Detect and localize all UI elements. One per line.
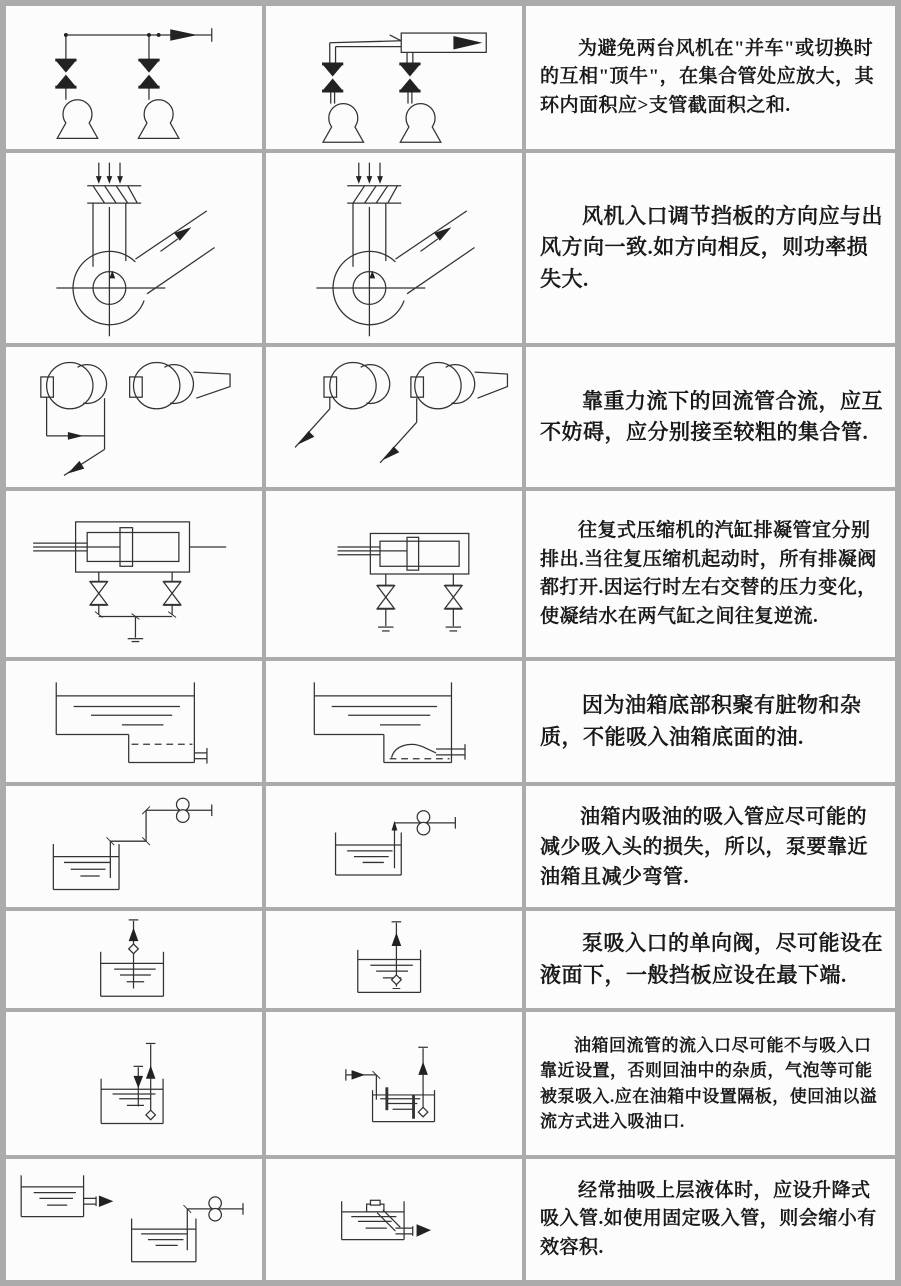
- table-row: [6, 6, 895, 149]
- row5-note-cell: [526, 661, 895, 782]
- pump-close-to-tank-icon: [266, 786, 522, 907]
- row2-note-text: 风机入口调节挡板的方向应与出风方向一致.如方向相反，则功率损失大.: [540, 203, 883, 291]
- row1-note-text: 为避免两台风机在"并车"或切换时的互相"顶牛"，在集合管处应放大，其环内面积应>支管截面积之和.: [540, 37, 875, 116]
- row3-note-cell: [526, 347, 895, 487]
- row4-note-text: 往复式压缩机的汽缸排凝管宜分别排出.当往复压缩机起动时，所有排凝阀都打开.因运行时左右交替的压力变化，使凝结水在两气缸之间往复逆流.: [540, 520, 877, 627]
- row6-note-text: 油箱内吸油的吸入管应尽可能的减少吸入头的损失，所以，泵要靠近油箱且减少弯管.: [540, 805, 868, 888]
- two-fans-enlarged-header-icon: [266, 6, 522, 149]
- row5-note-text: 因为油箱底部积聚有脏物和杂质，不能吸入油箱底面的油.: [540, 693, 862, 749]
- fan-damper-aligned-icon: [266, 153, 522, 343]
- return-near-suction-icon: [6, 1012, 262, 1155]
- return-pipes-merged-icon: [6, 347, 262, 487]
- row2-correct-diagram-cell: [266, 153, 522, 343]
- row7-correct-diagram-cell: [266, 911, 522, 1008]
- row4-note-cell: [526, 491, 895, 657]
- check-valve-below-level-icon: [266, 911, 522, 1008]
- table-row: [6, 491, 895, 657]
- fan-damper-wrong-icon: [6, 153, 262, 343]
- row1-correct-diagram-cell: [266, 6, 522, 149]
- row6-correct-diagram-cell: [266, 786, 522, 907]
- table-row: [6, 1012, 895, 1155]
- row7-note-text: 泵吸入口的单向阀，尽可能设在液面下，一般挡板应设在最下端.: [540, 931, 883, 987]
- row8-wrong-diagram-cell: [6, 1012, 262, 1155]
- floating-suction-icon: [266, 1159, 522, 1280]
- row1-wrong-diagram-cell: [6, 6, 262, 149]
- table-row: [6, 786, 895, 907]
- row3-note-text: 靠重力流下的回流管合流，应互不妨碍，应分别接至较粗的集合管.: [540, 388, 883, 444]
- row9-note-cell: [526, 1159, 895, 1280]
- row4-wrong-diagram-cell: [6, 491, 262, 657]
- table-row: [6, 911, 895, 1008]
- row8-correct-diagram-cell: [266, 1012, 522, 1155]
- row9-note-text: 经常抽吸上层液体时，应设升降式吸入管.如使用固定吸入管，则会缩小有效容积.: [540, 1179, 877, 1258]
- row7-note-cell: [526, 911, 895, 1008]
- suction-from-bottom-icon: [6, 661, 262, 782]
- row3-correct-diagram-cell: [266, 347, 522, 487]
- table-row: [6, 1159, 895, 1280]
- row9-correct-diagram-cell: [266, 1159, 522, 1280]
- row2-note-cell: [526, 153, 895, 343]
- baffle-overflow-icon: [266, 1012, 522, 1155]
- row4-correct-diagram-cell: [266, 491, 522, 657]
- table-row: [6, 661, 895, 782]
- row8-note-text: 油箱回流管的流入口尽可能不与吸入口靠近设置，否则回油中的杂质，气泡等可能被泵吸入.应在油箱中设置隔板，使回油以溢流方式进入吸油口.: [540, 1035, 878, 1131]
- return-pipes-separate-icon: [266, 347, 522, 487]
- table-row: [6, 347, 895, 487]
- table-row: [6, 153, 895, 343]
- row5-wrong-diagram-cell: [6, 661, 262, 782]
- fixed-suction-icon: [6, 1159, 262, 1280]
- row3-wrong-diagram-cell: [6, 347, 262, 487]
- row7-wrong-diagram-cell: [6, 911, 262, 1008]
- row8-note-cell: [526, 1012, 895, 1155]
- row1-note-cell: [526, 6, 895, 149]
- pump-far-many-bends-icon: [6, 786, 262, 907]
- row2-wrong-diagram-cell: [6, 153, 262, 343]
- row6-note-cell: [526, 786, 895, 907]
- row5-correct-diagram-cell: [266, 661, 522, 782]
- compressor-drains-separate-icon: [266, 491, 522, 657]
- row6-wrong-diagram-cell: [6, 786, 262, 907]
- two-fans-common-header-icon: [6, 6, 262, 149]
- suction-with-hood-icon: [266, 661, 522, 782]
- check-valve-above-level-icon: [6, 911, 262, 1008]
- row9-wrong-diagram-cell: [6, 1159, 262, 1280]
- compressor-drains-merged-icon: [6, 491, 262, 657]
